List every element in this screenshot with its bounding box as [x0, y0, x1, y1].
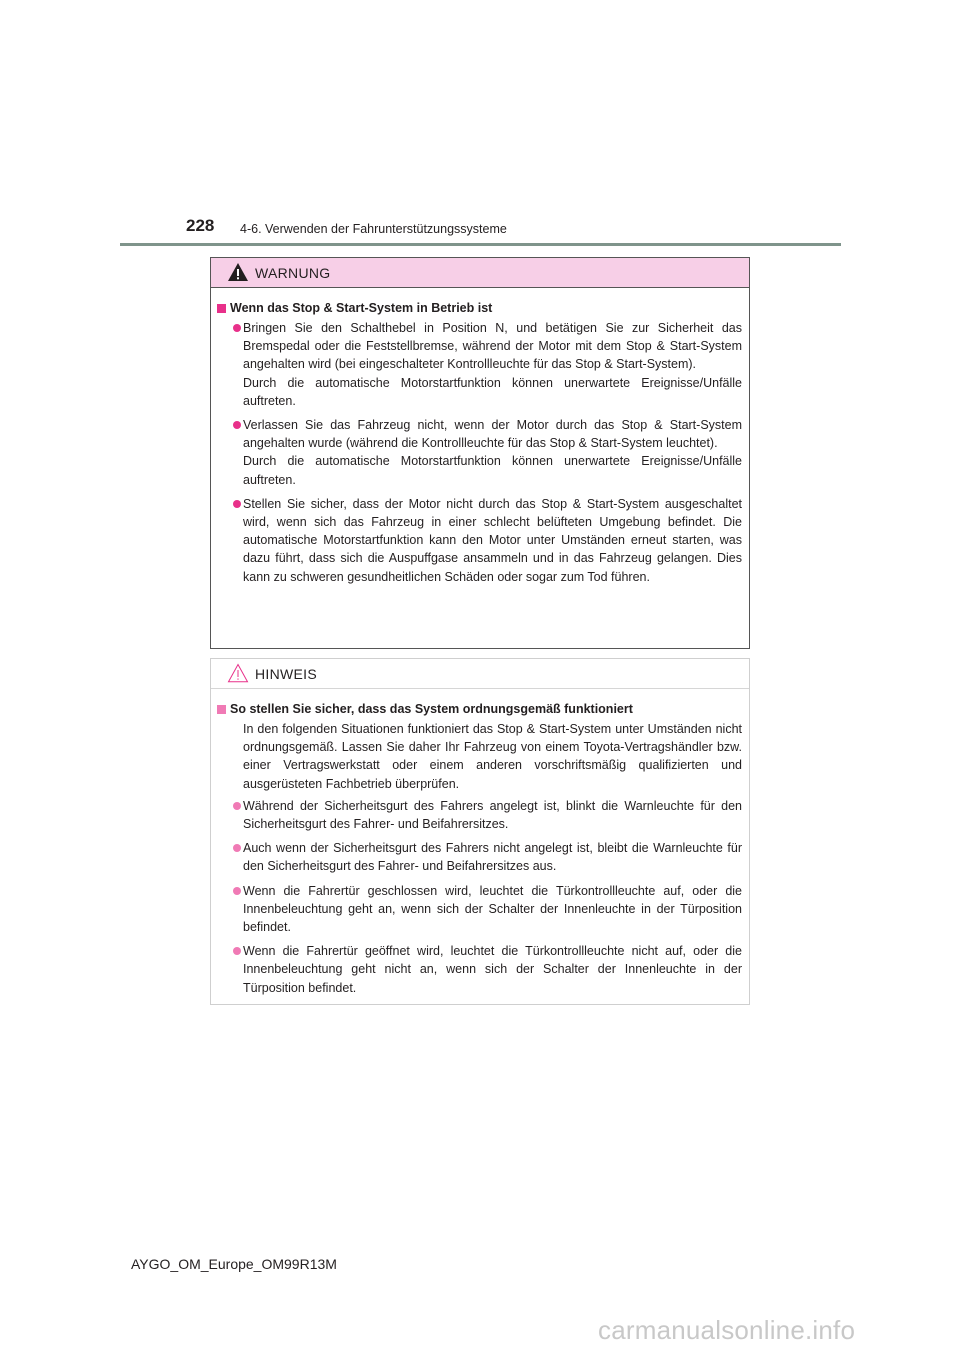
- notice-triangle-icon: [227, 663, 249, 683]
- circle-bullet-icon: [233, 421, 241, 429]
- notice-body: [211, 689, 749, 997]
- header-rule: [120, 243, 841, 246]
- warning-bullet: [217, 416, 742, 489]
- circle-bullet-icon: [233, 324, 241, 332]
- circle-bullet-icon: [233, 844, 241, 852]
- notice-bullet: [217, 797, 742, 833]
- warning-box-header: [211, 258, 749, 288]
- warning-bullet: [217, 319, 742, 410]
- warning-section-title: Wenn das Stop & Start-System in Betrieb ist: [217, 300, 742, 317]
- notice-intro: In den folgenden Situationen funktioniert das Stop & Start-System unter Umständen nicht ordnungsgemäß. Lassen Sie daher Ihr Fahrzeug von einem Toyota-Vertragshändler bzw. einer Vertragswerkstatt oder einem anderen vorschriftsmäßig qualifizierten und ausgerüsteten Fachbetrieb überprüfen.: [243, 722, 742, 791]
- bullet-text: Stellen Sie sicher, dass der Motor nicht durch das Stop & Start-System ausgeschaltet wird, wenn sich das Fahrzeug in einer schlecht belüfteten Umgebung befindet. Die automatische Motorstartfunktion kann den Motor unter Umständen erneut starten, was dazu führt, dass sich die Auspuffgase ansammeln und in das Fahrzeug gelangen. Dies kann zu schweren gesundheitlichen Schäden oder sogar zum Tod führen.: [243, 496, 742, 584]
- bullet-text: Verlassen Sie das Fahrzeug nicht, wenn der Motor durch das Stop & Start-System angehalten wurde (während die Kontrollleuchte für das Stop & Start-System leuchtet).: [243, 418, 742, 451]
- page-number: 228: [186, 216, 215, 235]
- warning-body: [211, 288, 749, 586]
- warning-triangle-icon: [227, 262, 249, 282]
- circle-bullet-icon: [233, 887, 241, 895]
- notice-box-header: [211, 659, 749, 689]
- circle-bullet-icon: [233, 500, 241, 508]
- circle-bullet-icon: [233, 947, 241, 955]
- circle-bullet-icon: [233, 802, 241, 810]
- notice-box: [210, 658, 750, 1005]
- notice-bullet: [217, 942, 742, 997]
- bullet-text: Auch wenn der Sicherheitsgurt des Fahrers nicht angelegt ist, bleibt die Warnleuchte für den Sicherheitsgurt des Fahrer- und Beifahrersitzes aus.: [243, 841, 742, 874]
- bullet-text: Während der Sicherheitsgurt des Fahrers angelegt ist, blinkt die Warnleuchte für den Sicherheitsgurt des Fahrer- und Beifahrersitzes.: [243, 798, 742, 832]
- square-bullet-icon: [217, 705, 226, 714]
- bullet-text: Durch die automatische Motorstartfunktion können unerwartete Ereignisse/Unfälle auftreten.: [243, 375, 742, 408]
- warning-label: WARNUNG: [255, 265, 331, 281]
- bullet-text: Durch die automatische Motorstartfunktion können unerwartete Ereignisse/Unfälle auftreten.: [243, 454, 742, 487]
- bullet-text: Wenn die Fahrertür geöffnet wird, leuchtet die Türkontrollleuchte nicht auf, oder die Innenbeleuchtung geht nicht an, wenn sich der Schalter der Innenleuchte in der Türposition befindet.: [243, 944, 742, 995]
- warning-box: [210, 257, 750, 649]
- watermark: carmanualsonline.info: [598, 1315, 856, 1345]
- square-bullet-icon: [217, 304, 226, 313]
- bullet-text: Wenn die Fahrertür geschlossen wird, leuchtet die Türkontrollleuchte auf, oder die Innenbeleuchtung geht an, wenn sich der Schalter der Innenleuchte in der Türposition befindet.: [243, 883, 742, 935]
- notice-bullet: [217, 882, 742, 937]
- warning-bullet: [217, 495, 742, 586]
- running-header: 4-6. Verwenden der Fahrunterstützungssysteme: [240, 222, 507, 236]
- bullet-text: Bringen Sie den Schalthebel in Position N, und betätigen Sie zur Sicherheit das Bremspedal oder die Feststellbremse, während der Motor mit dem Stop & Start-System angehalten wird (bei eingeschalteter Kontrollleuchte für das Stop & Start-System).: [243, 321, 742, 372]
- document-id: AYGO_OM_Europe_OM99R13M: [131, 1256, 337, 1272]
- notice-label: HINWEIS: [255, 666, 317, 682]
- notice-bullet: [217, 839, 742, 875]
- notice-section-title: So stellen Sie sicher, dass das System ordnungsgemäß funktioniert: [217, 701, 742, 718]
